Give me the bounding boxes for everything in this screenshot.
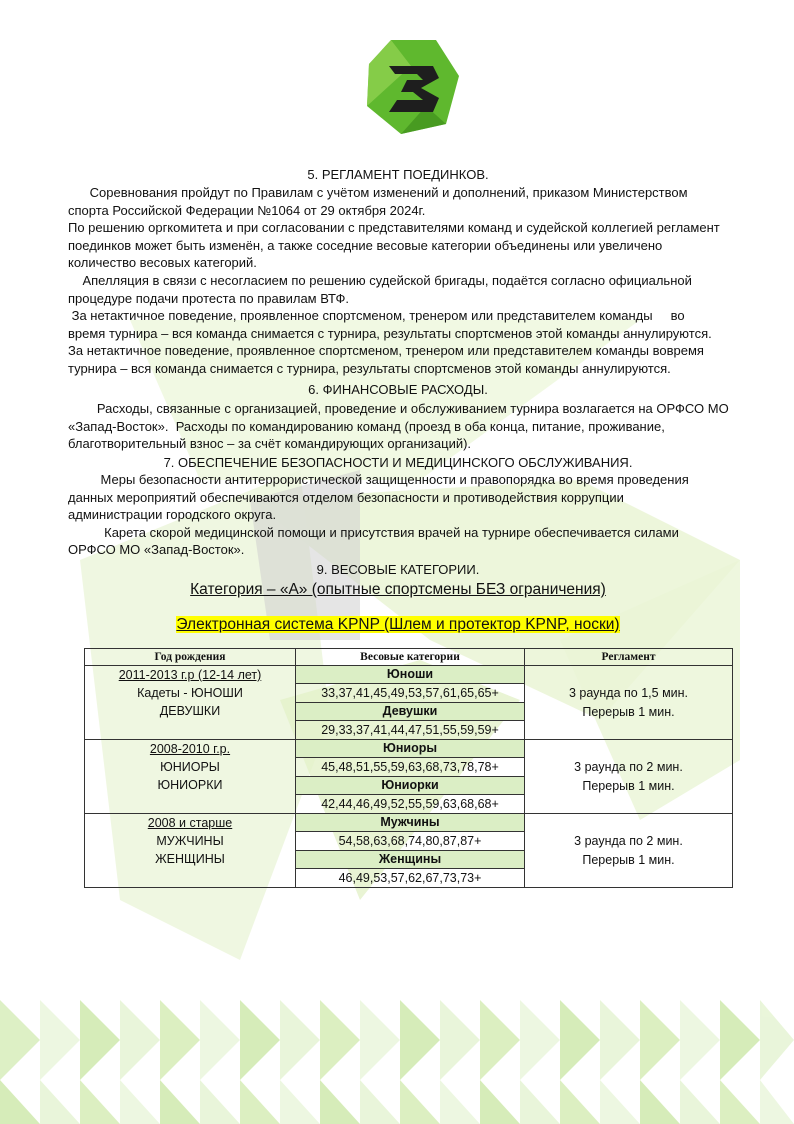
section-7-title: 7. ОБЕСПЕЧЕНИЕ БЕЗОПАСНОСТИ И МЕДИЦИНСКОГО ОБСЛУЖИВАНИЯ. bbox=[163, 455, 633, 470]
section-9-title: 9. ВЕСОВЫЕ КАТЕГОРИИ. bbox=[316, 562, 480, 577]
regulation-cell: 3 раунда по 2 мин. Перерыв 1 мин. bbox=[525, 814, 733, 888]
weights-cell: Мужчины 54,58,63,68,74,80,87,87+ Женщины 46,49,53,57,62,67,73,73+ bbox=[296, 814, 525, 888]
section-5-text: Соревнования пройдут по Правилам с учётом изменений и дополнений, приказом Министерством спорта Российской Федерации №1064 от 29 октября 2024г. По решению оргкомитета и при согласовании с представителями команд и судейской коллегией регламент поединков может быть изменён, а также соседние весовые категории объединены или увеличено количество весовых категорий. Апелляция в связи с несогласием по решению судейской бригады, подаётся согласно официальной процедуре подачи протеста по правилам ВТФ. За нетактичное поведение, проявленное спортсменом, тренером или представителем команды во время турнира – вся команда снимается с турнира, результаты спортсменов этой команды аннулируются. За нетактичное поведение, проявленное спортсменом, тренером или представителем команды вовремя турнира – вся команда снимается с турнира, результаты спортсменов этой команды аннулируются. bbox=[68, 185, 720, 376]
section-6-text: Расходы, связанные с организацией, проведение и обслуживанием турнира возлагается на ОРФСО МО «Запад-Восток». Расходы по командированию команд (проезд в оба конца, питание, проживание, благотворительный взнос – за счёт командирующих организаций). bbox=[68, 401, 729, 452]
section-6-title: 6. ФИНАНСОВЫЕ РАСХОДЫ. bbox=[308, 382, 488, 397]
category-title: Категория – «А» (опытные спортсмены БЕЗ ограничения) bbox=[190, 581, 606, 598]
weight-categories-table bbox=[84, 648, 733, 888]
table-header-row bbox=[85, 649, 733, 666]
weights-cell: Юниоры 45,48,51,55,59,63,68,73,78,78+ Юниорки 42,44,46,49,52,55,59,63,68,68+ bbox=[296, 740, 525, 814]
table-row bbox=[85, 666, 733, 740]
regulation-cell: 3 раунда по 1,5 мин. Перерыв 1 мин. bbox=[525, 666, 733, 740]
system-title: Электронная система KPNP (Шлем и протектор KPNP, носки) bbox=[176, 616, 620, 633]
year-cell: 2011-2013 г.р (12-14 лет) Кадеты - ЮНОШИ ДЕВУШКИ bbox=[85, 666, 296, 740]
table-row bbox=[85, 740, 733, 814]
section-7-text: Меры безопасности антитеррористической защищенности и правопорядка во время проведения данных мероприятий обеспечиваются отделом безопасности и противодействия коррупции администрации городского округа. Карета скорой медицинской помощи и присутствия врачей на турнире обеспечивается силами ОРФСО МО «Запад-Восток». bbox=[68, 472, 689, 558]
header-regulation: Регламент bbox=[525, 649, 733, 666]
section-5-title: 5. РЕГЛАМЕНТ ПОЕДИНКОВ. bbox=[307, 167, 489, 182]
table-row bbox=[85, 814, 733, 888]
year-cell: 2008-2010 г.р. ЮНИОРЫ ЮНИОРКИ bbox=[85, 740, 296, 814]
header-birth-year: Год рождения bbox=[85, 649, 296, 666]
logo-icon bbox=[361, 36, 461, 136]
regulation-cell: 3 раунда по 2 мин. Перерыв 1 мин. bbox=[525, 740, 733, 814]
year-cell: 2008 и старше МУЖЧИНЫ ЖЕНЩИНЫ bbox=[85, 814, 296, 888]
header-weight-categories: Весовые категории bbox=[296, 649, 525, 666]
weights-cell: Юноши 33,37,41,45,49,53,57,61,65,65+ Девушки 29,33,37,41,44,47,51,55,59,59+ bbox=[296, 666, 525, 740]
